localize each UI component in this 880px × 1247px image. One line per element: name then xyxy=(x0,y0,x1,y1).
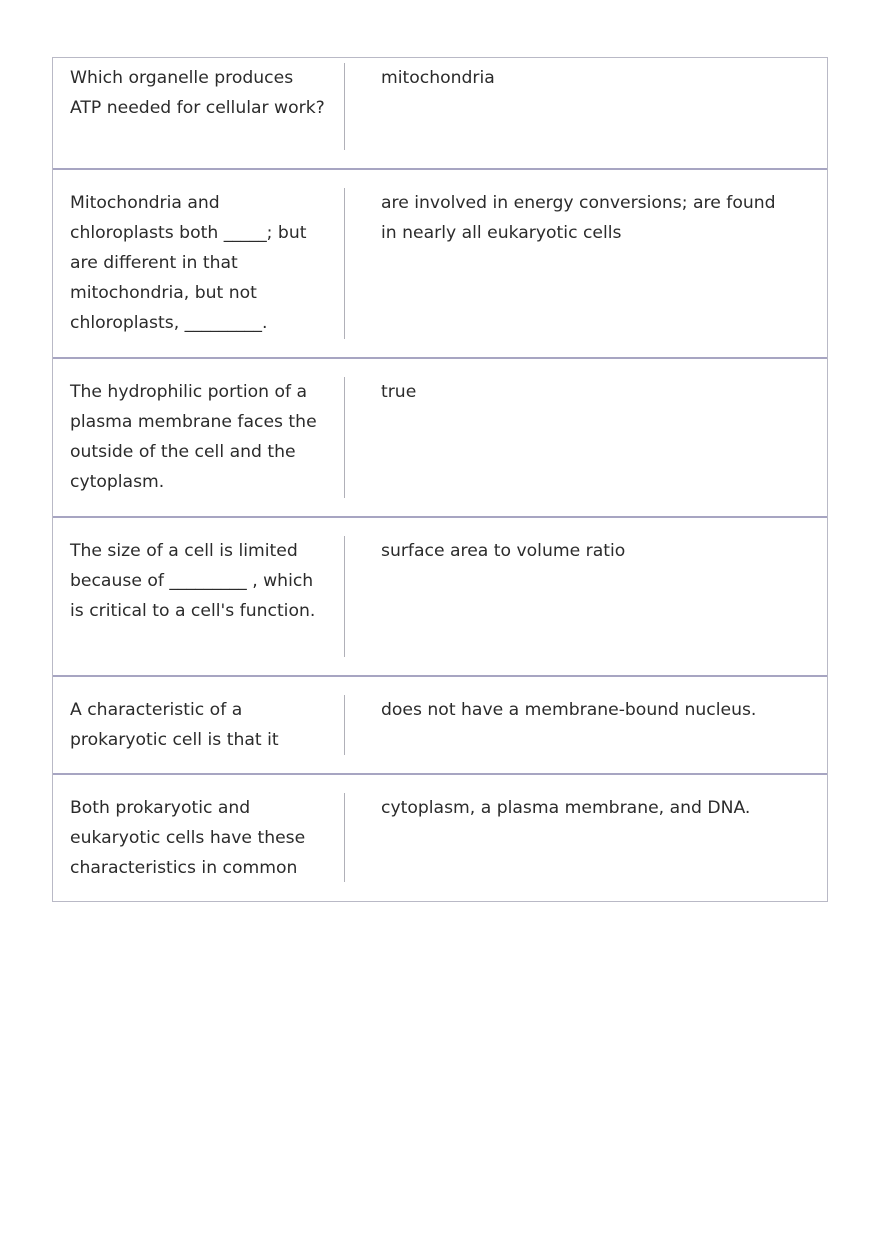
card-term: The size of a cell is limited because of _________ , which is critical to a cell's function. xyxy=(70,541,316,621)
card-definition: true xyxy=(381,382,417,402)
card-term: Both prokaryotic and eukaryotic cells have these characteristics in common xyxy=(70,798,306,878)
flashcard-row xyxy=(53,58,827,168)
flashcard-row xyxy=(53,516,827,675)
flashcard-row xyxy=(53,773,827,901)
card-term: A characteristic of a prokaryotic cell is that it xyxy=(70,700,279,750)
card-definition: cytoplasm, a plasma membrane, and DNA. xyxy=(381,798,751,818)
card-term: The hydrophilic portion of a plasma membrane faces the outside of the cell and the cytoplasm. xyxy=(70,382,317,492)
card-definition: surface area to volume ratio xyxy=(381,541,626,561)
card-definition: are involved in energy conversions; are found in nearly all eukaryotic cells xyxy=(381,193,776,243)
flashcard-row xyxy=(53,168,827,357)
card-term: Which organelle produces ATP needed for cellular work? xyxy=(70,68,325,118)
flashcard-row xyxy=(53,357,827,516)
card-definition: does not have a membrane-bound nucleus. xyxy=(381,700,757,720)
flashcard-table xyxy=(52,57,828,902)
card-term: Mitochondria and chloroplasts both _____; but are different in that mitochondria, but not chloroplasts, _________. xyxy=(70,193,307,333)
card-definition: mitochondria xyxy=(381,68,495,88)
flashcard-row xyxy=(53,675,827,773)
